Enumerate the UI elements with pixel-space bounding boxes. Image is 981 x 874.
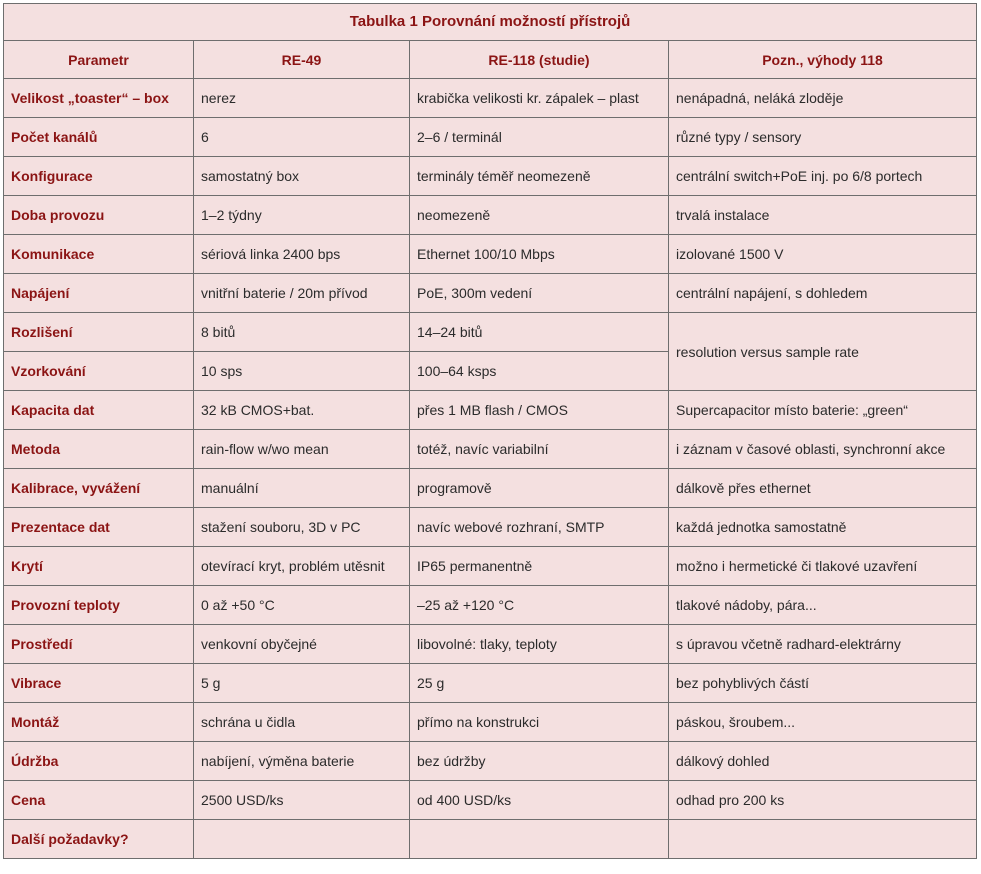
re118-cell: terminály téměř neomezeně [410,157,669,196]
param-cell: Rozlišení [4,313,194,352]
re118-cell: 2–6 / terminál [410,118,669,157]
re118-cell: Ethernet 100/10 Mbps [410,235,669,274]
re49-cell: venkovní obyčejné [194,625,410,664]
table-row [4,235,977,274]
re118-cell: navíc webové rozhraní, SMTP [410,508,669,547]
notes-cell: Supercapacitor místo baterie: „green“ [669,391,977,430]
re118-cell: od 400 USD/ks [410,781,669,820]
re118-cell: neomezeně [410,196,669,235]
re118-cell: přes 1 MB flash / CMOS [410,391,669,430]
table-row [4,313,977,352]
re118-cell: bez údržby [410,742,669,781]
re118-cell: 14–24 bitů [410,313,669,352]
notes-cell: dálkový dohled [669,742,977,781]
notes-cell: páskou, šroubem... [669,703,977,742]
table-row [4,469,977,508]
notes-cell: tlakové nádoby, pára... [669,586,977,625]
notes-cell: dálkově přes ethernet [669,469,977,508]
re49-cell: 2500 USD/ks [194,781,410,820]
re49-cell: 32 kB CMOS+bat. [194,391,410,430]
re49-cell: 10 sps [194,352,410,391]
re49-cell: otevírací kryt, problém utěsnit [194,547,410,586]
re49-cell: 6 [194,118,410,157]
param-cell: Údržba [4,742,194,781]
re118-cell: IP65 permanentně [410,547,669,586]
table-row [4,157,977,196]
re49-cell: sériová linka 2400 bps [194,235,410,274]
comparison-table [3,3,977,859]
re118-cell [410,820,669,859]
table-row [4,196,977,235]
re118-cell: libovolné: tlaky, teploty [410,625,669,664]
notes-cell: možno i hermetické či tlakové uzavření [669,547,977,586]
re118-cell: –25 až +120 °C [410,586,669,625]
re49-cell: manuální [194,469,410,508]
re49-cell: schrána u čidla [194,703,410,742]
table-caption: Tabulka 1 Porovnání možností přístrojů [3,3,977,40]
re118-cell: přímo na konstrukci [410,703,669,742]
notes-cell: bez pohyblivých částí [669,664,977,703]
re49-cell: stažení souboru, 3D v PC [194,508,410,547]
notes-cell: i záznam v časové oblasti, synchronní akce [669,430,977,469]
param-cell: Kalibrace, vyvážení [4,469,194,508]
header-re118: RE-118 (studie) [410,41,669,79]
re118-cell: 100–64 ksps [410,352,669,391]
re49-cell: 8 bitů [194,313,410,352]
re118-cell: programově [410,469,669,508]
param-cell: Doba provozu [4,196,194,235]
param-cell: Napájení [4,274,194,313]
table-row [4,586,977,625]
re49-cell: 5 g [194,664,410,703]
table-row [4,820,977,859]
table-row [4,664,977,703]
notes-cell: s úpravou včetně radhard-elektrárny [669,625,977,664]
notes-cell: odhad pro 200 ks [669,781,977,820]
re49-cell: nabíjení, výměna baterie [194,742,410,781]
notes-cell: nenápadná, neláká zloděje [669,79,977,118]
re49-cell [194,820,410,859]
param-cell: Velikost „toaster“ – box [4,79,194,118]
param-cell: Komunikace [4,235,194,274]
re118-cell: krabička velikosti kr. zápalek – plast [410,79,669,118]
notes-cell: centrální napájení, s dohledem [669,274,977,313]
header-re49: RE-49 [194,41,410,79]
re49-cell: nerez [194,79,410,118]
notes-cell-merged: resolution versus sample rate [669,313,977,391]
table-row [4,703,977,742]
param-cell: Metoda [4,430,194,469]
param-cell: Montáž [4,703,194,742]
param-cell: Cena [4,781,194,820]
re49-cell: 0 až +50 °C [194,586,410,625]
header-row [4,41,977,79]
re49-cell: rain-flow w/wo mean [194,430,410,469]
table-row [4,508,977,547]
table-row [4,430,977,469]
param-cell: Krytí [4,547,194,586]
notes-cell [669,820,977,859]
notes-cell: různé typy / sensory [669,118,977,157]
re118-cell: totéž, navíc variabilní [410,430,669,469]
table-row [4,391,977,430]
table-row [4,547,977,586]
param-cell: Kapacita dat [4,391,194,430]
table-row [4,625,977,664]
re49-cell: samostatný box [194,157,410,196]
param-cell: Provozní teploty [4,586,194,625]
param-cell: Vzorkování [4,352,194,391]
param-cell: Konfigurace [4,157,194,196]
comparison-table-container [3,3,976,859]
notes-cell: centrální switch+PoE inj. po 6/8 portech [669,157,977,196]
param-cell: Prostředí [4,625,194,664]
param-cell: Další požadavky? [4,820,194,859]
notes-cell: každá jednotka samostatně [669,508,977,547]
table-row [4,274,977,313]
re49-cell: 1–2 týdny [194,196,410,235]
table-body [4,79,977,859]
table-row [4,79,977,118]
notes-cell: izolované 1500 V [669,235,977,274]
param-cell: Vibrace [4,664,194,703]
header-notes: Pozn., výhody 118 [669,41,977,79]
param-cell: Počet kanálů [4,118,194,157]
table-row [4,118,977,157]
re118-cell: PoE, 300m vedení [410,274,669,313]
table-header [4,41,977,79]
param-cell: Prezentace dat [4,508,194,547]
table-row [4,742,977,781]
re49-cell: vnitřní baterie / 20m přívod [194,274,410,313]
re118-cell: 25 g [410,664,669,703]
notes-cell: trvalá instalace [669,196,977,235]
table-row [4,781,977,820]
header-parametr: Parametr [4,41,194,79]
